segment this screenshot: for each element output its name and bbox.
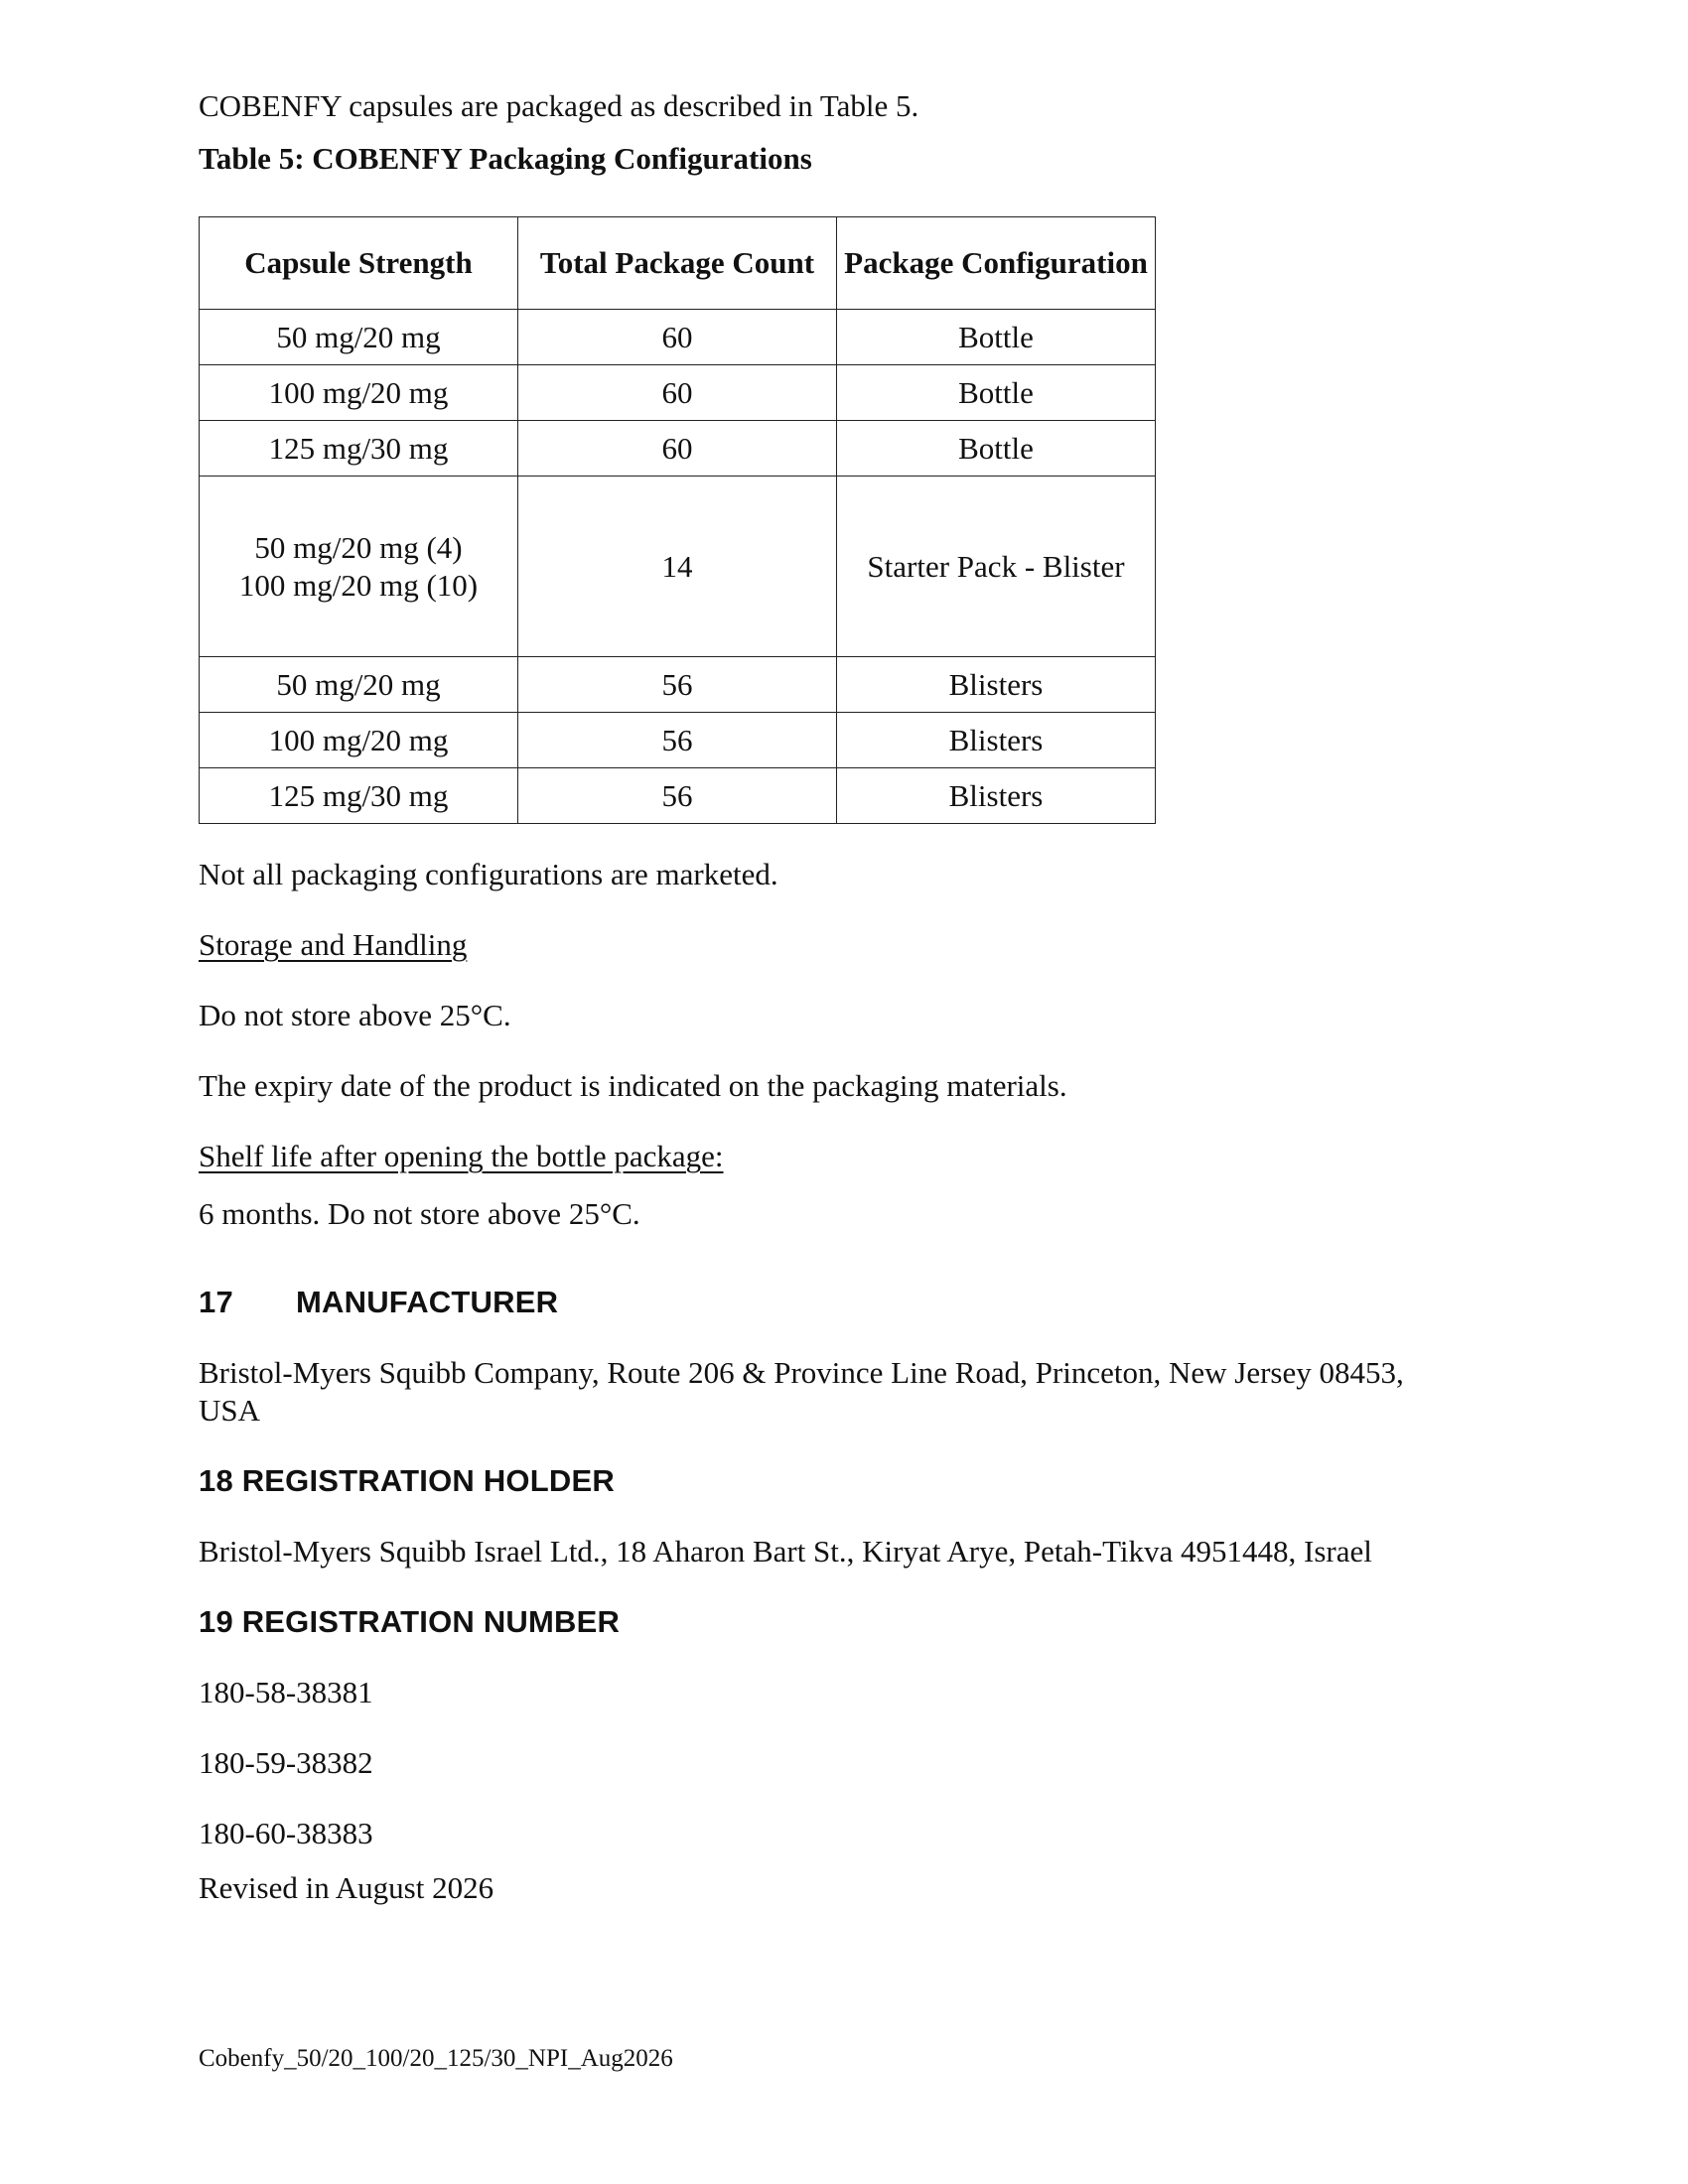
header-config-line-1: Package <box>844 245 954 280</box>
section-17-title: MANUFACTURER <box>296 1285 559 1319</box>
cell-strength: 125 mg/30 mg <box>200 421 518 477</box>
cell-config: Bottle <box>837 421 1156 477</box>
document-footer: Cobenfy_50/20_100/20_125/30_NPI_Aug2026 <box>199 2045 673 2072</box>
cell-config: Bottle <box>837 365 1156 421</box>
header-capsule-strength <box>200 217 518 310</box>
table-header-row <box>200 217 1156 310</box>
cell-config: Starter Pack - Blister <box>837 477 1156 657</box>
cell-config: Blisters <box>837 768 1156 824</box>
marketing-note: Not all packaging configurations are marketed. <box>199 857 778 891</box>
cell-count: 56 <box>518 768 837 824</box>
cell-strength: 100 mg/20 mg <box>200 365 518 421</box>
cell-count: 56 <box>518 657 837 713</box>
header-count-line-1: Total Package <box>539 245 725 280</box>
manufacturer-address-line-2: USA <box>199 1393 261 1428</box>
header-count-line-2: Count <box>732 245 815 280</box>
cell-count: 56 <box>518 713 837 768</box>
table-row <box>200 421 1156 477</box>
cell-strength-line-2: 100 mg/20 mg (10) <box>238 567 479 603</box>
expiry-note: The expiry date of the product is indicated on the packaging materials. <box>199 1068 1067 1103</box>
section-19-heading: 19 REGISTRATION NUMBER <box>199 1604 621 1639</box>
table-caption: Table 5: COBENFY Packaging Configurations <box>199 141 812 176</box>
storage-heading: Storage and Handling <box>199 927 468 962</box>
section-18-heading: 18 REGISTRATION HOLDER <box>199 1463 615 1498</box>
cell-strength: 100 mg/20 mg <box>200 713 518 768</box>
table-row <box>200 713 1156 768</box>
manufacturer-address-line-1: Bristol-Myers Squibb Company, Route 206 & Province Line Road, Princeton, New Jersey 08453, <box>199 1355 1404 1390</box>
shelf-life-text: 6 months. Do not store above 25°C. <box>199 1196 640 1231</box>
shelf-life-heading: Shelf life after opening the bottle package: <box>199 1139 724 1173</box>
registration-number-2: 180-59-38382 <box>199 1745 373 1780</box>
cell-count: 14 <box>518 477 837 657</box>
header-strength-label: Capsule Strength <box>244 245 473 280</box>
table-row <box>200 310 1156 365</box>
table-row <box>200 477 1156 657</box>
cell-config: Blisters <box>837 657 1156 713</box>
storage-temperature: Do not store above 25°C. <box>199 998 511 1032</box>
cell-count: 60 <box>518 365 837 421</box>
cell-count: 60 <box>518 310 837 365</box>
registration-holder-address: Bristol-Myers Squibb Israel Ltd., 18 Aharon Bart St., Kiryat Arye, Petah-Tikva 4951448, Israel <box>199 1534 1372 1569</box>
cell-count: 60 <box>518 421 837 477</box>
cell-strength: 125 mg/30 mg <box>200 768 518 824</box>
cell-strength-line-1: 50 mg/20 mg (4) <box>254 529 463 565</box>
cell-config: Bottle <box>837 310 1156 365</box>
intro-text: COBENFY capsules are packaged as described in Table 5. <box>199 88 919 123</box>
registration-number-3: 180-60-38383 <box>199 1816 373 1850</box>
header-total-package-count <box>518 217 837 310</box>
header-config-line-2: Configuration <box>961 245 1148 280</box>
section-17-number: 17 <box>199 1285 233 1319</box>
header-package-configuration <box>837 217 1156 310</box>
packaging-table <box>199 216 1156 824</box>
table-row <box>200 365 1156 421</box>
table-row <box>200 657 1156 713</box>
registration-number-1: 180-58-38381 <box>199 1675 373 1709</box>
cell-strength: 50 mg/20 mg <box>200 310 518 365</box>
cell-config: Blisters <box>837 713 1156 768</box>
cell-strength <box>200 477 518 657</box>
table-row <box>200 768 1156 824</box>
revision-date: Revised in August 2026 <box>199 1870 494 1905</box>
cell-strength: 50 mg/20 mg <box>200 657 518 713</box>
